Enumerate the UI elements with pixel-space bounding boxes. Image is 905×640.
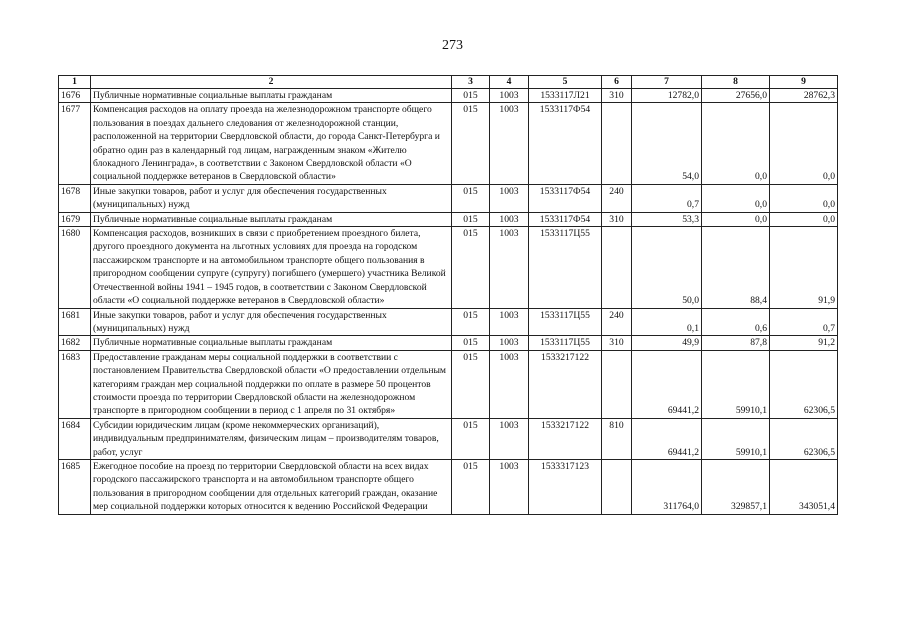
expense-type-cell xyxy=(602,350,632,418)
amount-col-9-cell: 62306,5 xyxy=(770,418,838,459)
amount-col-7-cell: 53,3 xyxy=(632,212,702,226)
item-name-cell: Предоставление гражданам меры социальной поддержки в соответствии с постановлением Правительства Свердловской области «О предоставлении отдельным категориям граждан мер социальной поддержки по оплате в размере 50 процентов стоимости проезда по территории Свердловской области на железнодорожном транспорте в пригородном сообщении в период с 1 апреля по 31 октября» xyxy=(91,350,452,418)
header-col-2: 2 xyxy=(91,76,452,89)
table-header xyxy=(59,76,838,89)
header-col-7: 7 xyxy=(632,76,702,89)
header-col-8: 8 xyxy=(702,76,770,89)
row-number-cell: 1676 xyxy=(59,89,91,103)
amount-col-8-cell: 0,6 xyxy=(702,308,770,336)
section-code-cell: 1003 xyxy=(490,212,529,226)
amount-col-7-cell: 50,0 xyxy=(632,227,702,308)
table-row xyxy=(59,308,838,336)
table-row xyxy=(59,336,838,350)
section-code-cell: 1003 xyxy=(490,350,529,418)
amount-col-7-cell: 12782,0 xyxy=(632,89,702,103)
amount-col-9-cell: 0,7 xyxy=(770,308,838,336)
item-name-cell: Публичные нормативные социальные выплаты гражданам xyxy=(91,89,452,103)
section-code-cell: 1003 xyxy=(490,459,529,514)
item-name-cell: Компенсация расходов, возникших в связи с приобретением проездного билета, другого проездного документа на льготных условиях для проезда на городском пассажирском транспорте и на автомобильном транспорте общего пользования в пригородном сообщении супруге (супругу) погибшего (умершего) участника Великой Отечественной войны 1941 – 1945 годов, в соответствии с Законом Свердловской области «О социальной поддержке ветеранов в Свердловской области» xyxy=(91,227,452,308)
amount-col-9-cell: 62306,5 xyxy=(770,350,838,418)
target-article-cell: 1533117Ц55 xyxy=(529,336,602,350)
item-name-cell: Иные закупки товаров, работ и услуг для обеспечения государственных (муниципальных) нужд xyxy=(91,308,452,336)
row-number-cell: 1679 xyxy=(59,212,91,226)
header-col-1: 1 xyxy=(59,76,91,89)
amount-col-8-cell: 59910,1 xyxy=(702,350,770,418)
ministry-code-cell: 015 xyxy=(452,212,490,226)
ministry-code-cell: 015 xyxy=(452,459,490,514)
expense-type-cell: 310 xyxy=(602,336,632,350)
section-code-cell: 1003 xyxy=(490,184,529,212)
expense-type-cell: 310 xyxy=(602,212,632,226)
row-number-cell: 1684 xyxy=(59,418,91,459)
amount-col-9-cell: 0,0 xyxy=(770,184,838,212)
header-col-9: 9 xyxy=(770,76,838,89)
amount-col-8-cell: 0,0 xyxy=(702,212,770,226)
amount-col-7-cell: 311764,0 xyxy=(632,459,702,514)
amount-col-7-cell: 49,9 xyxy=(632,336,702,350)
section-code-cell: 1003 xyxy=(490,89,529,103)
amount-col-7-cell: 69441,2 xyxy=(632,418,702,459)
table-body xyxy=(59,89,838,515)
row-number-cell: 1680 xyxy=(59,227,91,308)
target-article-cell: 1533117Ц55 xyxy=(529,227,602,308)
amount-col-9-cell: 91,2 xyxy=(770,336,838,350)
amount-col-7-cell: 69441,2 xyxy=(632,350,702,418)
expense-type-cell xyxy=(602,103,632,184)
table-row xyxy=(59,103,838,184)
item-name-cell: Ежегодное пособие на проезд по территории Свердловской области на всех видах городского пассажирского транспорта и на автомобильном транспорте общего пользования в пригородном сообщении для отдельных категорий граждан, оказание мер социальной поддержки которых относится к ведению Российской Федерации xyxy=(91,459,452,514)
amount-col-9-cell: 91,9 xyxy=(770,227,838,308)
target-article-cell: 1533317123 xyxy=(529,459,602,514)
section-code-cell: 1003 xyxy=(490,308,529,336)
target-article-cell: 1533117Ф54 xyxy=(529,103,602,184)
expense-type-cell xyxy=(602,459,632,514)
section-code-cell: 1003 xyxy=(490,103,529,184)
ministry-code-cell: 015 xyxy=(452,103,490,184)
amount-col-9-cell: 28762,3 xyxy=(770,89,838,103)
row-number-cell: 1683 xyxy=(59,350,91,418)
expense-type-cell xyxy=(602,227,632,308)
section-code-cell: 1003 xyxy=(490,418,529,459)
expense-type-cell: 240 xyxy=(602,184,632,212)
ministry-code-cell: 015 xyxy=(452,418,490,459)
amount-col-8-cell: 88,4 xyxy=(702,227,770,308)
target-article-cell: 1533117Ц55 xyxy=(529,308,602,336)
ministry-code-cell: 015 xyxy=(452,184,490,212)
item-name-cell: Иные закупки товаров, работ и услуг для обеспечения государственных (муниципальных) нужд xyxy=(91,184,452,212)
amount-col-9-cell: 0,0 xyxy=(770,212,838,226)
budget-table xyxy=(58,75,838,515)
amount-col-9-cell: 343051,4 xyxy=(770,459,838,514)
table-row xyxy=(59,89,838,103)
header-col-3: 3 xyxy=(452,76,490,89)
amount-col-7-cell: 0,7 xyxy=(632,184,702,212)
amount-col-8-cell: 59910,1 xyxy=(702,418,770,459)
expense-type-cell: 310 xyxy=(602,89,632,103)
ministry-code-cell: 015 xyxy=(452,336,490,350)
expense-type-cell: 240 xyxy=(602,308,632,336)
header-col-4: 4 xyxy=(490,76,529,89)
ministry-code-cell: 015 xyxy=(452,89,490,103)
item-name-cell: Публичные нормативные социальные выплаты гражданам xyxy=(91,336,452,350)
table-row xyxy=(59,212,838,226)
expense-type-cell: 810 xyxy=(602,418,632,459)
table-row xyxy=(59,227,838,308)
amount-col-8-cell: 0,0 xyxy=(702,103,770,184)
row-number-cell: 1682 xyxy=(59,336,91,350)
table-row xyxy=(59,350,838,418)
target-article-cell: 1533217122 xyxy=(529,350,602,418)
amount-col-8-cell: 27656,0 xyxy=(702,89,770,103)
table-row xyxy=(59,184,838,212)
header-row xyxy=(59,76,838,89)
section-code-cell: 1003 xyxy=(490,336,529,350)
item-name-cell: Субсидии юридическим лицам (кроме некоммерческих организаций), индивидуальным предпринимателям, физическим лицам – производителям товаров, работ, услуг xyxy=(91,418,452,459)
amount-col-7-cell: 54,0 xyxy=(632,103,702,184)
section-code-cell: 1003 xyxy=(490,227,529,308)
amount-col-8-cell: 329857,1 xyxy=(702,459,770,514)
target-article-cell: 1533117Л21 xyxy=(529,89,602,103)
item-name-cell: Компенсация расходов на оплату проезда на железнодорожном транспорте общего пользования в поездах дальнего следования от железнодорожной станции, расположенной на территории Свердловской области, до города Санкт-Петербурга и обратно один раз в календарный год лицам, награжденным знаком «Жителю блокадного Ленинграда», в соответствии с Законом Свердловской области «О социальной поддержке ветеранов в Свердловской области» xyxy=(91,103,452,184)
ministry-code-cell: 015 xyxy=(452,350,490,418)
header-col-5: 5 xyxy=(529,76,602,89)
table-row xyxy=(59,459,838,514)
ministry-code-cell: 015 xyxy=(452,308,490,336)
target-article-cell: 1533117Ф54 xyxy=(529,212,602,226)
amount-col-8-cell: 87,8 xyxy=(702,336,770,350)
page-number: 273 xyxy=(442,38,463,53)
amount-col-7-cell: 0,1 xyxy=(632,308,702,336)
table-row xyxy=(59,418,838,459)
item-name-cell: Публичные нормативные социальные выплаты гражданам xyxy=(91,212,452,226)
target-article-cell: 1533217122 xyxy=(529,418,602,459)
row-number-cell: 1681 xyxy=(59,308,91,336)
row-number-cell: 1677 xyxy=(59,103,91,184)
amount-col-9-cell: 0,0 xyxy=(770,103,838,184)
header-col-6: 6 xyxy=(602,76,632,89)
target-article-cell: 1533117Ф54 xyxy=(529,184,602,212)
row-number-cell: 1685 xyxy=(59,459,91,514)
amount-col-8-cell: 0,0 xyxy=(702,184,770,212)
row-number-cell: 1678 xyxy=(59,184,91,212)
ministry-code-cell: 015 xyxy=(452,227,490,308)
